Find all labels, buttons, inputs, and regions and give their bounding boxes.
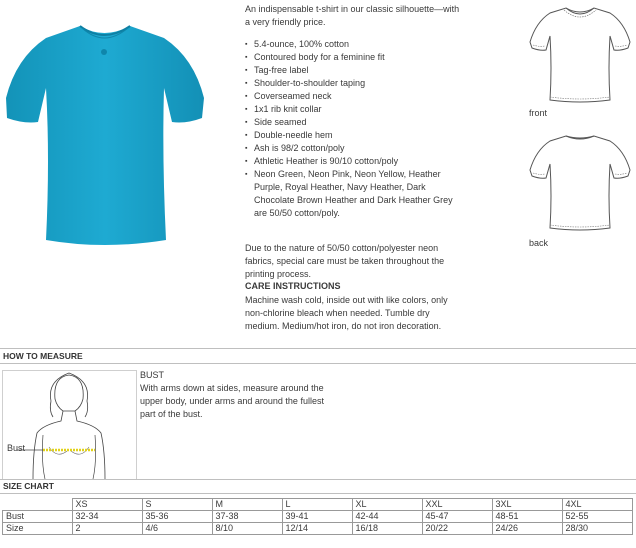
feature-item: ▪ Shoulder-to-shoulder taping [245, 77, 460, 90]
table-header-cell: L [282, 499, 352, 511]
woman-figure-illustration [3, 371, 136, 479]
section-divider [0, 363, 636, 364]
table-cell: 39-41 [282, 511, 352, 523]
table-cell: 2 [72, 523, 142, 535]
row-label: Size [3, 523, 73, 535]
feature-item: ▪ Ash is 98/2 cotton/poly [245, 142, 460, 155]
table-cell: 4/6 [142, 523, 212, 535]
table-header-cell: XS [72, 499, 142, 511]
table-cell: 37-38 [212, 511, 282, 523]
print-notice: Due to the nature of 50/50 cotton/polyester neon fabrics, special care must be taken throughout the printing process. [245, 243, 445, 279]
feature-item: ▪ Side seamed [245, 116, 460, 129]
table-cell: 45-47 [422, 511, 492, 523]
back-label: back [529, 238, 549, 248]
table-row [3, 511, 633, 523]
section-divider [0, 348, 636, 349]
table-cell: 32-34 [72, 511, 142, 523]
how-to-measure-title: HOW TO MEASURE [3, 351, 83, 361]
size-chart-table [2, 498, 633, 535]
table-header-row [3, 499, 633, 511]
feature-item: ▪ Neon Green, Neon Pink, Neon Yellow, Heather Purple, Royal Heather, Navy Heather, Dark Chocolate Brown Heather and Dark Heather Grey are 50/50 cotton/poly. [245, 168, 460, 220]
table-cell: 48-51 [492, 511, 562, 523]
front-shirt-diagram [528, 4, 632, 104]
feature-item: ▪ Tag-free label [245, 64, 460, 77]
table-header-cell: XL [352, 499, 422, 511]
table-cell: 28/30 [562, 523, 632, 535]
feature-item: ▪ 5.4-ounce, 100% cotton [245, 38, 460, 51]
product-intro: An indispensable t-shirt in our classic silhouette—with a very friendly price. [245, 4, 460, 27]
care-text: Machine wash cold, inside out with like colors, only non-chlorine bleach when needed. Tumble dry medium. Medium/hot iron, do not iron decoration. [245, 295, 448, 331]
table-header-cell: M [212, 499, 282, 511]
feature-item: ▪ Double-needle hem [245, 129, 460, 142]
table-header-cell: 4XL [562, 499, 632, 511]
table-cell: 16/18 [352, 523, 422, 535]
measure-figure [2, 370, 137, 480]
table-cell: 52-55 [562, 511, 632, 523]
table-cell: 24/26 [492, 523, 562, 535]
section-divider [0, 493, 636, 494]
feature-item: ▪ Coverseamed neck [245, 90, 460, 103]
table-header-cell: 3XL [492, 499, 562, 511]
row-label: Bust [3, 511, 73, 523]
table-cell: 12/14 [282, 523, 352, 535]
feature-item: ▪ 1x1 rib knit collar [245, 103, 460, 116]
feature-item: ▪ Athletic Heather is 90/10 cotton/poly [245, 155, 460, 168]
table-header-cell: S [142, 499, 212, 511]
back-shirt-diagram [528, 132, 632, 232]
bust-title: BUST [140, 370, 165, 380]
section-divider [0, 479, 636, 480]
bust-instructions: With arms down at sides, measure around the upper body, under arms and around the fullest part of the bust. [140, 383, 324, 419]
table-cell: 20/22 [422, 523, 492, 535]
table-cell: 8/10 [212, 523, 282, 535]
size-chart-title: SIZE CHART [3, 481, 54, 491]
product-photo [4, 18, 206, 246]
feature-item: ▪ Contoured body for a feminine fit [245, 51, 460, 64]
table-corner-cell [3, 499, 73, 511]
bust-figure-label: Bust [7, 443, 26, 453]
table-header-cell: XXL [422, 499, 492, 511]
front-label: front [529, 108, 548, 118]
table-cell: 35-36 [142, 511, 212, 523]
table-row [3, 523, 633, 535]
feature-list [245, 38, 460, 220]
care-title: CARE INSTRUCTIONS [245, 281, 341, 291]
table-cell: 42-44 [352, 511, 422, 523]
